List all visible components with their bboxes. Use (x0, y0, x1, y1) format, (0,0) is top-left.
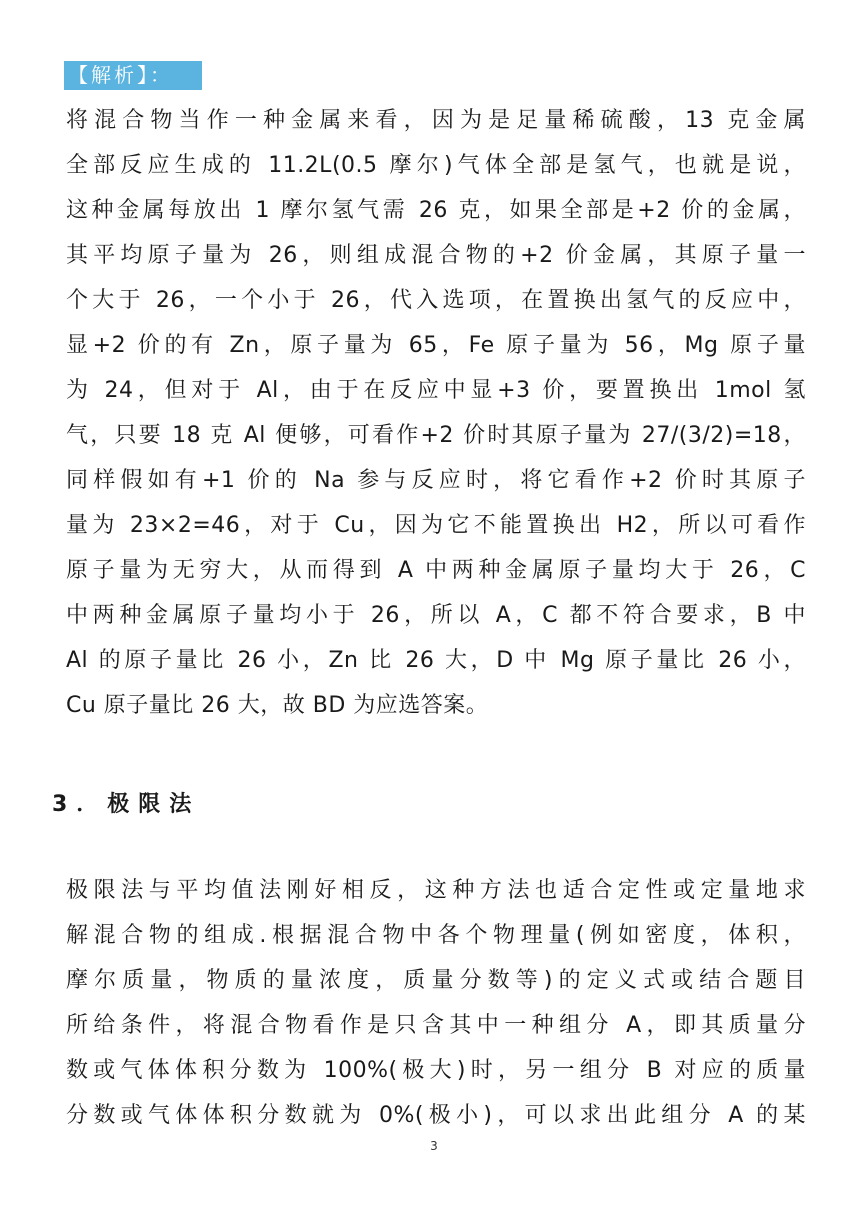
text-line: 量为 23×2=46，对于 Cu，因为它不能置换出 H2，所以可看作 (66, 513, 806, 538)
text-line: 全部反应生成的 11.2L(0.5 摩尔)气体全部是氢气，也就是说， (66, 153, 806, 178)
method-paragraph (66, 868, 806, 1138)
text-line: 个大于 26，一个小于 26，代入选项，在置换出氢气的反应中， (66, 288, 806, 313)
text-line: 解混合物的组成.根据混合物中各个物理量(例如密度，体积， (66, 923, 807, 948)
page-number: 3 (430, 1139, 438, 1153)
text-line: 极限法与平均值法刚好相反，这种方法也适合定性或定量地求 (66, 878, 806, 903)
analysis-tag: 【解析】： (64, 61, 202, 90)
text-line: 原子量为无穷大，从而得到 A 中两种金属原子量均大于 26，C (66, 558, 806, 583)
text-line: 为 24，但对于 Al，由于在反应中显+3 价，要置换出 1mol 氢 (66, 378, 806, 403)
text-line: 数或气体体积分数为 100%(极大)时，另一组分 B 对应的质量 (66, 1058, 806, 1083)
text-line: 所给条件，将混合物看作是只含其中一种组分 A，即其质量分 (66, 1013, 806, 1038)
text-line: 气，只要 18 克 Al 便够，可看作+2 价时其原子量为 27/(3/2)=18， (66, 423, 806, 448)
text-line: Al 的原子量比 26 小，Zn 比 26 大，D 中 Mg 原子量比 26 小， (66, 648, 806, 673)
text-line: Cu 原子量比 26 大，故 BD 为应选答案。 (66, 693, 489, 718)
text-line: 这种金属每放出 1 摩尔氢气需 26 克，如果全部是+2 价的金属， (66, 198, 806, 223)
text-line: 分数或气体体积分数就为 0%(极小)，可以求出此组分 A 的某 (66, 1103, 806, 1128)
analysis-paragraph (66, 98, 806, 728)
text-line: 其平均原子量为 26，则组成混合物的+2 价金属，其原子量一 (66, 243, 806, 268)
section-heading: 3．极限法 (52, 792, 201, 817)
text-line: 同样假如有+1 价的 Na 参与反应时，将它看作+2 价时其原子 (66, 468, 806, 493)
text-line: 中两种金属原子量均小于 26，所以 A，C 都不符合要求，B 中 (66, 603, 806, 628)
text-line: 将混合物当作一种金属来看，因为是足量稀硫酸，13 克金属 (66, 108, 806, 133)
text-line: 摩尔质量，物质的量浓度，质量分数等)的定义式或结合题目 (66, 968, 806, 993)
text-line: 显+2 价的有 Zn，原子量为 65，Fe 原子量为 56，Mg 原子量 (66, 333, 806, 358)
